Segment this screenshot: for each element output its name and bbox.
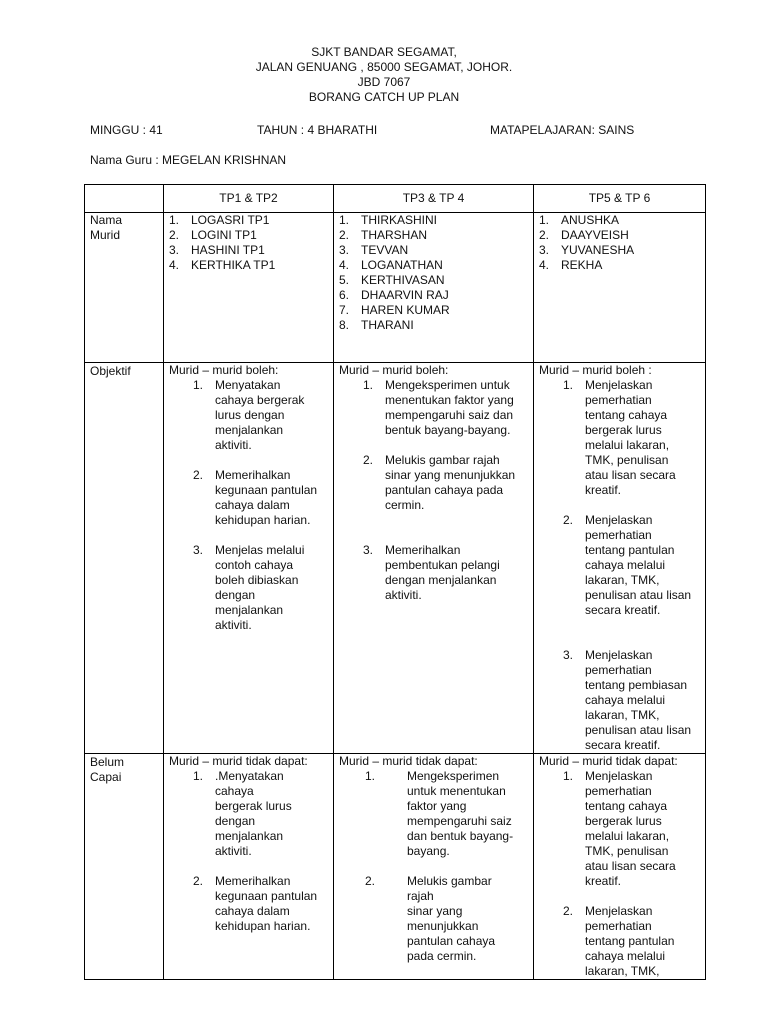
teacher-name: Nama Guru : MEGELAN KRISHNAN bbox=[90, 153, 287, 167]
list-number: 3. bbox=[562, 648, 573, 662]
student-name bbox=[169, 213, 328, 228]
list-number: 3. bbox=[539, 243, 550, 257]
list-number: 1. bbox=[364, 769, 375, 783]
list-number: 1. bbox=[362, 378, 373, 392]
cell-intro: Murid – murid tidak dapat: bbox=[539, 754, 678, 768]
student-name bbox=[169, 243, 328, 258]
column-header: TP1 & TP2 bbox=[164, 185, 334, 213]
objective-text: Mengeksperimen untuk menentukan faktor yang mempengaruhi saiz dan bentuk bayang-bayang. bbox=[385, 378, 514, 437]
list-number: 1. bbox=[339, 213, 350, 227]
student-name bbox=[169, 258, 328, 273]
table-row-not-achieved bbox=[85, 754, 706, 980]
form-title: BORANG CATCH UP PLAN bbox=[308, 90, 460, 104]
objective-text: Menjelaskan pemerhatian tentang cahaya bergerak lurus melalui lakaran, TMK, penulisan atau lisan secara kreatif. bbox=[585, 378, 676, 497]
objective-item bbox=[169, 468, 328, 528]
list-number: 1. bbox=[539, 213, 550, 227]
objective-item bbox=[339, 543, 528, 603]
student-name-text: LOGINI TP1 bbox=[191, 228, 257, 242]
student-name-text: LOGANATHAN bbox=[361, 258, 443, 272]
list-number: 1. bbox=[169, 213, 180, 227]
objective-item bbox=[539, 648, 700, 753]
student-name-text: HAREN KUMAR bbox=[361, 303, 450, 317]
student-name bbox=[339, 228, 528, 243]
objective-item bbox=[169, 769, 328, 859]
column-header: TP3 & TP 4 bbox=[334, 185, 534, 213]
list-number: 4. bbox=[539, 258, 550, 272]
meta-row bbox=[0, 123, 768, 139]
objective-text: Memerihalkan kegunaan pantulan cahaya dalam kehidupan harian. bbox=[215, 468, 318, 527]
week-label: MINGGU : 41 bbox=[90, 123, 163, 137]
objective-list bbox=[339, 769, 528, 964]
list-number: 2. bbox=[539, 228, 550, 242]
student-name-text: KERTHIKA TP1 bbox=[191, 258, 276, 272]
student-name-text: THARSHAN bbox=[361, 228, 428, 242]
list-number: 1. bbox=[192, 769, 203, 783]
objective-text: Menyatakan cahaya bergerak lurus dengan menjalankan aktiviti. bbox=[215, 378, 305, 452]
objective-item bbox=[169, 874, 328, 934]
objective-list bbox=[169, 378, 328, 633]
student-name bbox=[539, 213, 700, 228]
objective-item bbox=[339, 453, 528, 513]
student-name bbox=[339, 303, 528, 318]
objective-list bbox=[539, 769, 700, 979]
objective-cell bbox=[534, 363, 706, 754]
student-name-text: HASHINI TP1 bbox=[191, 243, 265, 257]
row-label-not-achieved: Belum Capai bbox=[85, 754, 164, 980]
objective-cell bbox=[164, 363, 334, 754]
objective-list bbox=[539, 378, 700, 753]
cell-intro: Murid – murid boleh : bbox=[539, 363, 652, 377]
list-number: 8. bbox=[339, 318, 350, 332]
not-achieved-cell bbox=[534, 754, 706, 980]
student-name-text: DAAYVEISH bbox=[561, 228, 629, 242]
objective-text: .Menyatakan cahaya bergerak lurus dengan menjalankan aktiviti. bbox=[215, 769, 292, 858]
school-code: JBD 7067 bbox=[357, 75, 411, 89]
list-number: 2. bbox=[362, 453, 373, 467]
student-name bbox=[339, 318, 528, 333]
student-name-text: DHAARVIN RAJ bbox=[361, 288, 449, 302]
table-header-row bbox=[85, 185, 706, 213]
list-number: 4. bbox=[339, 258, 350, 272]
student-name bbox=[339, 273, 528, 288]
list-number: 2. bbox=[192, 468, 203, 482]
list-number: 2. bbox=[562, 904, 573, 918]
student-name bbox=[339, 258, 528, 273]
student-name bbox=[169, 228, 328, 243]
cell-intro: Murid – murid tidak dapat: bbox=[169, 754, 308, 768]
objective-text: Memerihalkan kegunaan pantulan cahaya dalam kehidupan harian. bbox=[215, 874, 318, 933]
catch-up-plan-table bbox=[84, 184, 706, 980]
student-name-text: YUVANESHA bbox=[561, 243, 635, 257]
year-label: TAHUN : 4 BHARATHI bbox=[257, 123, 378, 137]
list-number: 3. bbox=[362, 543, 373, 557]
objective-text: Memerihalkan pembentukan pelangi dengan menjalankan aktiviti. bbox=[385, 543, 500, 602]
objective-item bbox=[539, 513, 700, 618]
objective-item bbox=[539, 904, 700, 979]
list-number: 2. bbox=[192, 874, 203, 888]
list-number: 1. bbox=[192, 378, 203, 392]
student-name-text: THIRKASHINI bbox=[361, 213, 438, 227]
objective-text: Menjelaskan pemerhatian tentang cahaya bergerak lurus melalui lakaran, TMK, penulisan atau lisan secara kreatif. bbox=[585, 769, 676, 888]
student-name bbox=[539, 258, 700, 273]
list-number: 2. bbox=[562, 513, 573, 527]
objective-text: Menjelaskan pemerhatian tentang pembiasan cahaya melalui lakaran, TMK, penulisan atau lisan secara kreatif. bbox=[585, 648, 692, 752]
list-number: 5. bbox=[339, 273, 350, 287]
list-number: 4. bbox=[169, 258, 180, 272]
subject-label: MATAPELAJARAN: SAINS bbox=[490, 123, 635, 137]
row-label-names: Nama Murid bbox=[85, 213, 164, 363]
list-number: 1. bbox=[562, 378, 573, 392]
names-cell bbox=[334, 213, 534, 363]
objective-text: Menjelas melalui contoh cahaya boleh dibiaskan dengan menjalankan aktiviti. bbox=[215, 543, 305, 632]
objective-text: Melukis gambar rajah sinar yang menunjukkan pantulan cahaya pada cermin. bbox=[407, 874, 496, 963]
student-name-text: TEVVAN bbox=[361, 243, 409, 257]
column-header: TP5 & TP 6 bbox=[534, 185, 706, 213]
list-number: 1. bbox=[562, 769, 573, 783]
school-name: SJKT BANDAR SEGAMAT, bbox=[311, 45, 457, 59]
objective-text: Menjelaskan pemerhatian tentang pantulan cahaya melalui lakaran, TMK, penulisan atau lisan secara kreatif. bbox=[585, 513, 692, 617]
list-number: 2. bbox=[339, 228, 350, 242]
student-name bbox=[339, 243, 528, 258]
school-address: JALAN GENUANG , 85000 SEGAMAT, JOHOR. bbox=[255, 60, 513, 74]
cell-intro: Murid – murid tidak dapat: bbox=[339, 754, 478, 768]
names-cell bbox=[534, 213, 706, 363]
objective-item bbox=[169, 543, 328, 633]
student-name bbox=[339, 213, 528, 228]
student-name-text: REKHA bbox=[561, 258, 603, 272]
student-name-text: ANUSHKA bbox=[561, 213, 620, 227]
not-achieved-cell bbox=[334, 754, 534, 980]
student-name-text: KERTHIVASAN bbox=[361, 273, 445, 287]
table-row-objective bbox=[85, 363, 706, 754]
objective-item bbox=[169, 378, 328, 453]
cell-intro: Murid – murid boleh: bbox=[339, 363, 449, 377]
list-number: 6. bbox=[339, 288, 350, 302]
student-name-text: THARANI bbox=[361, 318, 414, 332]
objective-cell bbox=[334, 363, 534, 754]
list-number: 3. bbox=[339, 243, 350, 257]
table-row-names bbox=[85, 213, 706, 363]
list-number: 7. bbox=[339, 303, 350, 317]
list-number: 2. bbox=[169, 228, 180, 242]
objective-item bbox=[539, 378, 700, 498]
student-name bbox=[539, 243, 700, 258]
objective-item bbox=[339, 874, 528, 964]
student-name-text: LOGASRI TP1 bbox=[191, 213, 270, 227]
objective-item bbox=[339, 378, 528, 438]
objective-text: Menjelaskan pemerhatian tentang pantulan cahaya melalui lakaran, TMK, bbox=[585, 904, 675, 978]
names-cell bbox=[164, 213, 334, 363]
student-name bbox=[339, 288, 528, 303]
list-number: 3. bbox=[192, 543, 203, 557]
not-achieved-cell bbox=[164, 754, 334, 980]
objective-item bbox=[339, 769, 528, 859]
objective-text: Mengeksperimen untuk menentukan faktor yang mempengaruhi saiz dan bentuk bayang- bayang. bbox=[407, 769, 514, 858]
list-number: 2. bbox=[364, 874, 375, 888]
row-label-objective: Objektif bbox=[85, 363, 164, 754]
cell-intro: Murid – murid boleh: bbox=[169, 363, 279, 377]
list-number: 3. bbox=[169, 243, 180, 257]
document-header bbox=[0, 45, 768, 105]
student-name bbox=[539, 228, 700, 243]
objective-list bbox=[339, 378, 528, 603]
header-blank-cell bbox=[85, 185, 164, 213]
objective-text: Melukis gambar rajah sinar yang menunjukkan pantulan cahaya pada cermin. bbox=[385, 453, 516, 512]
objective-item bbox=[539, 769, 700, 889]
objective-list bbox=[169, 769, 328, 934]
